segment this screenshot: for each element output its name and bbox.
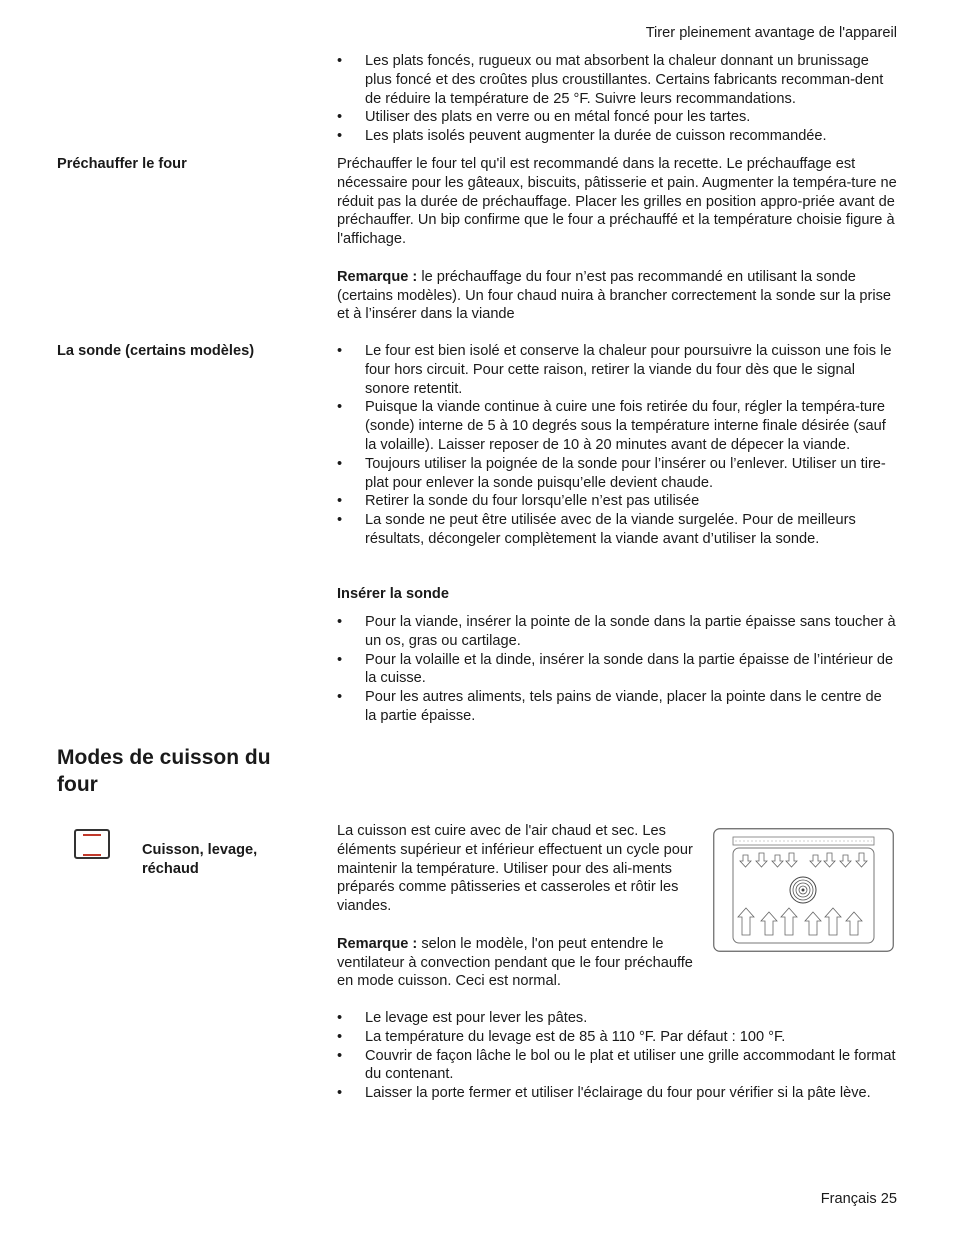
bake-bullet-list — [337, 1009, 897, 1103]
list-item: • Pour la volaille et la dinde, insérer la sonde dans la partie épaisse de l’intérieur de la cuisse. — [337, 651, 897, 689]
running-header: Tirer pleinement avantage de l'appareil — [645, 25, 897, 41]
list-item: • Toujours utiliser la poignée de la sonde pour l’insérer ou l’enlever. Utiliser un tire-plat pour enlever la sonde puisqu’elle devient chaude. — [337, 455, 897, 493]
list-item: • Le four est bien isolé et conserve la chaleur pour poursuivre la cuisson une fois le four hors circuit. Pour cette raison, retirer la viande du four dès que le signal sonore retentit. — [337, 342, 897, 398]
note-label: Remarque : — [337, 935, 418, 952]
preheat-section — [337, 155, 897, 324]
preheat-text: Préchauffer le four tel qu'il est recommandé dans la recette. Le préchauffage est nécessaire pour les gâteaux, biscuits, pâtisserie et pain. Augmenter la tempéra-ture ne réduit pas la durée de préchauffage. Placer les grilles en position appro-priée avant de préchauffer. Un bip confirme que le four a préchauffé et la température choisie figure à l'affichage. — [337, 156, 897, 248]
note-text: selon le modèle, l'on peut entendre le ventilateur à convection pendant que le four préchauffe en mode cuisson. Ceci est normal. — [337, 935, 693, 990]
list-item: • Retirer la sonde du four lorsqu’elle n’est pas utilisée — [337, 492, 897, 511]
bake-description — [337, 822, 697, 991]
oven-airflow-diagram — [713, 828, 894, 952]
preheat-note — [337, 268, 897, 324]
list-item: • Les plats isolés peuvent augmenter la durée de cuisson recommandée. — [337, 127, 897, 146]
list-item: • Les plats foncés, rugueux ou mat absorbent la chaleur donnant un brunissage plus foncé et des croûtes plus croustillantes. Certains fabricants recomman-dent de réduire la température de 25 °F. Suivre leurs recommandations. — [337, 52, 897, 108]
list-item: • La sonde ne peut être utilisée avec de la viande surgelée. Pour de meilleurs résultats, décongeler complètement la viande avant d’utiliser la sonde. — [337, 511, 897, 549]
list-item: • Laisser la porte fermer et utiliser l'éclairage du four pour vérifier si la pâte lève. — [337, 1084, 897, 1103]
list-item: • Le levage est pour lever les pâtes. — [337, 1009, 897, 1028]
intro-bullet-list — [337, 52, 897, 146]
fan-icon — [790, 877, 816, 903]
insert-probe-bullet-list — [337, 613, 897, 726]
insert-probe-heading: Insérer la sonde — [337, 586, 449, 602]
probe-bullet-list — [337, 342, 897, 549]
bake-text: La cuisson est cuire avec de l'air chaud et sec. Les éléments supérieur et inférieur effectuent un cycle pour maintenir la température. Utiliser pour des ali-ments préparés comme pâtisseries et casseroles et rôtir les viandes. — [337, 823, 693, 915]
note-label: Remarque : — [337, 268, 418, 285]
bake-mode-icon — [74, 829, 110, 859]
list-item: • Pour la viande, insérer la pointe de la sonde dans la partie épaisse sans toucher à un os, gras ou cartilage. — [337, 613, 897, 651]
list-item: • Utiliser des plats en verre ou en métal foncé pour les tartes. — [337, 108, 897, 127]
list-item: • Pour les autres aliments, tels pains de viande, placer la pointe dans le centre de la partie épaisse. — [337, 688, 897, 726]
list-item: • Couvrir de façon lâche le bol ou le plat et utiliser une grille accommodant le format du contenant. — [337, 1047, 897, 1085]
list-item: • Puisque la viande continue à cuire une fois retirée du four, régler la tempéra-ture (sonde) interne de 5 à 10 degrés sous la température interne finale désirée (sauf la volaille). Laisser reposer de 10 à 20 minutes avant de dépecer la viande. — [337, 398, 897, 454]
page-footer: Français 25 — [820, 1191, 897, 1207]
probe-label: La sonde (certains modèles) — [57, 343, 255, 359]
note-text: le préchauffage du four n’est pas recommandé en utilisant la sonde (certains modèles). Un four chaud nuira à brancher correctement la sonde sur la prise et à l’insérer dans la viande — [337, 268, 892, 323]
preheat-label: Préchauffer le four — [57, 156, 187, 172]
list-item: • La température du levage est de 85 à 110 °F. Par défaut : 100 °F. — [337, 1028, 897, 1047]
section-heading: Modes de cuisson du four — [57, 746, 271, 796]
bake-label: Cuisson, levage, réchaud — [142, 842, 258, 877]
bake-note — [337, 935, 697, 991]
